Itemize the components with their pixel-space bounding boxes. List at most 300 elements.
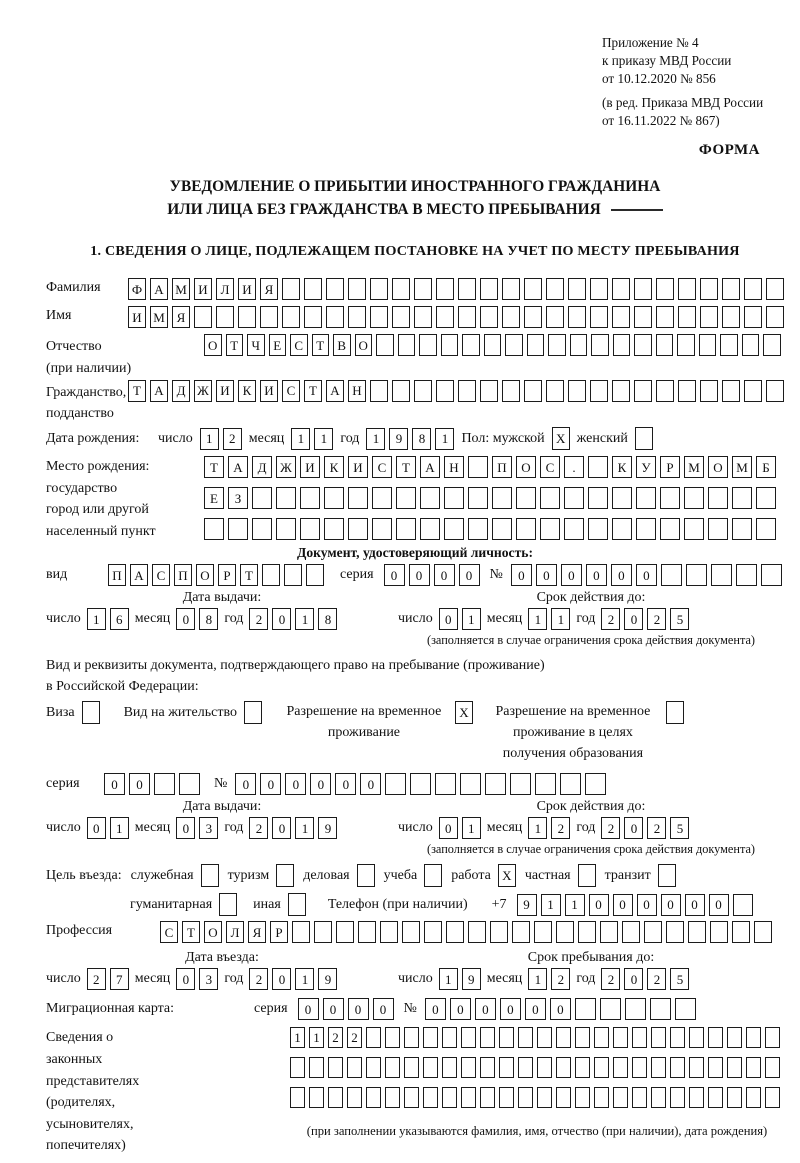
char-box[interactable]: [485, 773, 506, 795]
char-box[interactable]: [666, 921, 684, 943]
char-box[interactable]: [575, 998, 596, 1020]
char-box[interactable]: [746, 1027, 761, 1048]
char-box[interactable]: [727, 1027, 742, 1048]
char-box[interactable]: 8: [412, 428, 431, 450]
char-box[interactable]: П: [174, 564, 192, 586]
visa-checkbox[interactable]: [82, 701, 100, 724]
char-box[interactable]: [442, 1057, 457, 1078]
char-box[interactable]: [588, 487, 608, 509]
char-box[interactable]: [460, 773, 481, 795]
char-box[interactable]: [594, 1027, 609, 1048]
char-box[interactable]: С: [160, 921, 178, 943]
char-box[interactable]: И: [128, 306, 146, 328]
char-box[interactable]: [651, 1057, 666, 1078]
char-box[interactable]: 1: [565, 894, 585, 916]
char-box[interactable]: [677, 334, 695, 356]
char-box[interactable]: 0: [511, 564, 532, 586]
char-box[interactable]: 0: [450, 998, 471, 1020]
char-box[interactable]: [414, 306, 432, 328]
char-box[interactable]: [290, 1087, 305, 1108]
char-box[interactable]: 0: [335, 773, 356, 795]
char-box[interactable]: 9: [389, 428, 408, 450]
char-box[interactable]: [238, 306, 256, 328]
char-box[interactable]: [564, 518, 584, 540]
char-box[interactable]: [444, 487, 464, 509]
char-box[interactable]: [480, 306, 498, 328]
char-box[interactable]: 0: [409, 564, 430, 586]
char-box[interactable]: [326, 278, 344, 300]
char-box[interactable]: [396, 518, 416, 540]
char-box[interactable]: [591, 334, 609, 356]
char-box[interactable]: [556, 921, 574, 943]
residence-permit-checkbox[interactable]: [244, 701, 262, 724]
char-box[interactable]: 0: [586, 564, 607, 586]
char-box[interactable]: [252, 487, 272, 509]
char-box[interactable]: Н: [444, 456, 464, 478]
char-box[interactable]: [720, 334, 738, 356]
char-box[interactable]: [414, 278, 432, 300]
char-box[interactable]: [765, 1057, 780, 1078]
purpose-humanitarian-checkbox[interactable]: [219, 893, 237, 916]
char-box[interactable]: 2: [647, 608, 666, 630]
char-box[interactable]: [458, 306, 476, 328]
char-box[interactable]: 0: [176, 817, 195, 839]
char-box[interactable]: 3: [199, 968, 218, 990]
char-box[interactable]: 2: [223, 428, 242, 450]
char-box[interactable]: А: [150, 380, 168, 402]
char-box[interactable]: [689, 1027, 704, 1048]
char-box[interactable]: [518, 1027, 533, 1048]
char-box[interactable]: 0: [434, 564, 455, 586]
char-box[interactable]: 9: [318, 968, 337, 990]
char-box[interactable]: 1: [528, 817, 547, 839]
char-box[interactable]: [309, 1087, 324, 1108]
char-box[interactable]: [410, 773, 431, 795]
char-box[interactable]: [578, 921, 596, 943]
char-box[interactable]: О: [204, 334, 222, 356]
char-box[interactable]: 2: [87, 968, 106, 990]
char-box[interactable]: [746, 1057, 761, 1078]
char-box[interactable]: [537, 1087, 552, 1108]
char-box[interactable]: 0: [459, 564, 480, 586]
char-box[interactable]: 0: [500, 998, 521, 1020]
char-box[interactable]: 7: [110, 968, 129, 990]
char-box[interactable]: [722, 380, 740, 402]
char-box[interactable]: [527, 334, 545, 356]
char-box[interactable]: 0: [685, 894, 705, 916]
char-box[interactable]: [461, 1027, 476, 1048]
char-box[interactable]: 0: [310, 773, 331, 795]
char-box[interactable]: М: [732, 456, 752, 478]
purpose-official-checkbox[interactable]: [201, 864, 219, 887]
char-box[interactable]: К: [238, 380, 256, 402]
char-box[interactable]: [228, 518, 248, 540]
char-box[interactable]: 0: [104, 773, 125, 795]
char-box[interactable]: 1: [309, 1027, 324, 1048]
char-box[interactable]: 1: [290, 1027, 305, 1048]
char-box[interactable]: [588, 518, 608, 540]
char-box[interactable]: [468, 518, 488, 540]
char-box[interactable]: [446, 921, 464, 943]
char-box[interactable]: [722, 278, 740, 300]
char-box[interactable]: [370, 306, 388, 328]
char-box[interactable]: [262, 564, 280, 586]
char-box[interactable]: Р: [270, 921, 288, 943]
char-box[interactable]: [204, 518, 224, 540]
char-box[interactable]: [670, 1027, 685, 1048]
char-box[interactable]: [732, 921, 750, 943]
char-box[interactable]: 0: [272, 968, 291, 990]
char-box[interactable]: [392, 278, 410, 300]
char-box[interactable]: 1: [435, 428, 454, 450]
char-box[interactable]: [336, 921, 354, 943]
char-box[interactable]: Е: [204, 487, 224, 509]
char-box[interactable]: О: [196, 564, 214, 586]
char-box[interactable]: [590, 306, 608, 328]
char-box[interactable]: 1: [462, 608, 481, 630]
char-box[interactable]: [462, 334, 480, 356]
char-box[interactable]: [651, 1027, 666, 1048]
char-box[interactable]: 9: [462, 968, 481, 990]
char-box[interactable]: 2: [601, 817, 620, 839]
char-box[interactable]: 2: [647, 968, 666, 990]
char-box[interactable]: [675, 998, 696, 1020]
char-box[interactable]: [656, 334, 674, 356]
char-box[interactable]: [636, 487, 656, 509]
char-box[interactable]: [292, 921, 310, 943]
char-box[interactable]: [442, 1087, 457, 1108]
char-box[interactable]: 0: [550, 998, 571, 1020]
char-box[interactable]: О: [516, 456, 536, 478]
char-box[interactable]: [710, 921, 728, 943]
char-box[interactable]: [366, 1057, 381, 1078]
char-box[interactable]: [588, 456, 608, 478]
char-box[interactable]: [678, 278, 696, 300]
char-box[interactable]: [404, 1057, 419, 1078]
char-box[interactable]: [766, 306, 784, 328]
char-box[interactable]: М: [684, 456, 704, 478]
char-box[interactable]: [656, 380, 674, 402]
char-box[interactable]: Я: [260, 278, 278, 300]
char-box[interactable]: [594, 1087, 609, 1108]
char-box[interactable]: [688, 921, 706, 943]
char-box[interactable]: 0: [561, 564, 582, 586]
char-box[interactable]: [458, 278, 476, 300]
char-box[interactable]: [689, 1087, 704, 1108]
char-box[interactable]: 2: [551, 968, 570, 990]
char-box[interactable]: [419, 334, 437, 356]
char-box[interactable]: Т: [182, 921, 200, 943]
char-box[interactable]: [634, 306, 652, 328]
char-box[interactable]: [564, 487, 584, 509]
char-box[interactable]: 2: [249, 817, 268, 839]
char-box[interactable]: [744, 278, 762, 300]
char-box[interactable]: [306, 564, 324, 586]
char-box[interactable]: 0: [624, 608, 643, 630]
char-box[interactable]: 8: [199, 608, 218, 630]
char-box[interactable]: Я: [248, 921, 266, 943]
char-box[interactable]: 2: [601, 608, 620, 630]
char-box[interactable]: [700, 380, 718, 402]
char-box[interactable]: [736, 564, 757, 586]
char-box[interactable]: 2: [647, 817, 666, 839]
char-box[interactable]: [612, 518, 632, 540]
char-box[interactable]: 0: [475, 998, 496, 1020]
char-box[interactable]: 0: [439, 817, 458, 839]
char-box[interactable]: [756, 518, 776, 540]
char-box[interactable]: [660, 518, 680, 540]
char-box[interactable]: [540, 518, 560, 540]
char-box[interactable]: [613, 334, 631, 356]
char-box[interactable]: Б: [756, 456, 776, 478]
char-box[interactable]: [276, 518, 296, 540]
char-box[interactable]: [518, 1057, 533, 1078]
char-box[interactable]: [461, 1057, 476, 1078]
char-box[interactable]: [761, 564, 782, 586]
char-box[interactable]: [385, 1087, 400, 1108]
char-box[interactable]: [524, 380, 542, 402]
char-box[interactable]: 1: [528, 608, 547, 630]
char-box[interactable]: 0: [285, 773, 306, 795]
char-box[interactable]: А: [326, 380, 344, 402]
char-box[interactable]: 1: [439, 968, 458, 990]
char-box[interactable]: [372, 487, 392, 509]
char-box[interactable]: [484, 334, 502, 356]
char-box[interactable]: [689, 1057, 704, 1078]
char-box[interactable]: А: [420, 456, 440, 478]
char-box[interactable]: [347, 1087, 362, 1108]
char-box[interactable]: Ф: [128, 278, 146, 300]
char-box[interactable]: [441, 334, 459, 356]
char-box[interactable]: [763, 334, 781, 356]
char-box[interactable]: Е: [269, 334, 287, 356]
char-box[interactable]: [458, 380, 476, 402]
purpose-study-checkbox[interactable]: [424, 864, 442, 887]
char-box[interactable]: 0: [323, 998, 344, 1020]
char-box[interactable]: [732, 518, 752, 540]
char-box[interactable]: [480, 278, 498, 300]
char-box[interactable]: [380, 921, 398, 943]
char-box[interactable]: [518, 1087, 533, 1108]
char-box[interactable]: Т: [240, 564, 258, 586]
char-box[interactable]: [722, 306, 740, 328]
char-box[interactable]: [600, 998, 621, 1020]
char-box[interactable]: А: [228, 456, 248, 478]
char-box[interactable]: Т: [204, 456, 224, 478]
char-box[interactable]: 0: [709, 894, 729, 916]
char-box[interactable]: [276, 487, 296, 509]
char-box[interactable]: У: [636, 456, 656, 478]
char-box[interactable]: Р: [660, 456, 680, 478]
char-box[interactable]: [746, 1087, 761, 1108]
char-box[interactable]: [370, 278, 388, 300]
char-box[interactable]: [575, 1087, 590, 1108]
char-box[interactable]: 1: [295, 817, 314, 839]
char-box[interactable]: [348, 306, 366, 328]
purpose-private-checkbox[interactable]: [578, 864, 596, 887]
char-box[interactable]: [575, 1027, 590, 1048]
char-box[interactable]: [535, 773, 556, 795]
char-box[interactable]: [708, 487, 728, 509]
char-box[interactable]: [632, 1027, 647, 1048]
char-box[interactable]: 0: [260, 773, 281, 795]
char-box[interactable]: [444, 518, 464, 540]
char-box[interactable]: 0: [373, 998, 394, 1020]
char-box[interactable]: 0: [636, 564, 657, 586]
char-box[interactable]: З: [228, 487, 248, 509]
char-box[interactable]: 5: [670, 817, 689, 839]
char-box[interactable]: 0: [360, 773, 381, 795]
char-box[interactable]: [358, 921, 376, 943]
char-box[interactable]: [700, 306, 718, 328]
char-box[interactable]: 6: [110, 608, 129, 630]
char-box[interactable]: [651, 1087, 666, 1108]
char-box[interactable]: 5: [670, 608, 689, 630]
char-box[interactable]: [744, 306, 762, 328]
char-box[interactable]: [436, 306, 454, 328]
char-box[interactable]: [686, 564, 707, 586]
char-box[interactable]: [252, 518, 272, 540]
char-box[interactable]: В: [333, 334, 351, 356]
char-box[interactable]: 1: [366, 428, 385, 450]
char-box[interactable]: 0: [176, 608, 195, 630]
temp-permit-checkbox[interactable]: X: [455, 701, 473, 724]
char-box[interactable]: 1: [200, 428, 219, 450]
char-box[interactable]: 0: [525, 998, 546, 1020]
char-box[interactable]: [613, 1027, 628, 1048]
char-box[interactable]: [546, 306, 564, 328]
char-box[interactable]: 2: [551, 817, 570, 839]
char-box[interactable]: 0: [87, 817, 106, 839]
char-box[interactable]: К: [324, 456, 344, 478]
char-box[interactable]: [372, 518, 392, 540]
char-box[interactable]: С: [152, 564, 170, 586]
char-box[interactable]: [612, 306, 630, 328]
char-box[interactable]: [678, 380, 696, 402]
char-box[interactable]: О: [204, 921, 222, 943]
char-box[interactable]: [480, 380, 498, 402]
char-box[interactable]: [348, 487, 368, 509]
char-box[interactable]: [282, 306, 300, 328]
char-box[interactable]: [366, 1027, 381, 1048]
char-box[interactable]: [370, 380, 388, 402]
char-box[interactable]: [727, 1087, 742, 1108]
char-box[interactable]: [556, 1057, 571, 1078]
char-box[interactable]: 0: [384, 564, 405, 586]
char-box[interactable]: [402, 921, 420, 943]
char-box[interactable]: [516, 487, 536, 509]
char-box[interactable]: [670, 1057, 685, 1078]
char-box[interactable]: 0: [235, 773, 256, 795]
char-box[interactable]: [499, 1057, 514, 1078]
char-box[interactable]: Т: [396, 456, 416, 478]
char-box[interactable]: К: [612, 456, 632, 478]
char-box[interactable]: [540, 487, 560, 509]
char-box[interactable]: [537, 1057, 552, 1078]
char-box[interactable]: .: [564, 456, 584, 478]
char-box[interactable]: [442, 1027, 457, 1048]
char-box[interactable]: 1: [87, 608, 106, 630]
char-box[interactable]: [524, 278, 542, 300]
char-box[interactable]: С: [290, 334, 308, 356]
char-box[interactable]: И: [300, 456, 320, 478]
char-box[interactable]: 1: [291, 428, 310, 450]
char-box[interactable]: М: [172, 278, 190, 300]
char-box[interactable]: Ж: [194, 380, 212, 402]
char-box[interactable]: [392, 380, 410, 402]
char-box[interactable]: 1: [295, 968, 314, 990]
char-box[interactable]: [766, 380, 784, 402]
char-box[interactable]: Ч: [247, 334, 265, 356]
char-box[interactable]: 0: [613, 894, 633, 916]
char-box[interactable]: [480, 1057, 495, 1078]
char-box[interactable]: [328, 1087, 343, 1108]
char-box[interactable]: [324, 518, 344, 540]
purpose-transit-checkbox[interactable]: [658, 864, 676, 887]
char-box[interactable]: [423, 1057, 438, 1078]
char-box[interactable]: Т: [226, 334, 244, 356]
char-box[interactable]: [708, 1027, 723, 1048]
char-box[interactable]: 1: [541, 894, 561, 916]
char-box[interactable]: [396, 487, 416, 509]
char-box[interactable]: 0: [176, 968, 195, 990]
sex-male-checkbox[interactable]: X: [552, 427, 570, 450]
char-box[interactable]: Н: [348, 380, 366, 402]
char-box[interactable]: 0: [661, 894, 681, 916]
char-box[interactable]: [179, 773, 200, 795]
char-box[interactable]: [708, 518, 728, 540]
char-box[interactable]: [590, 380, 608, 402]
char-box[interactable]: И: [194, 278, 212, 300]
char-box[interactable]: Я: [172, 306, 190, 328]
char-box[interactable]: 2: [249, 968, 268, 990]
char-box[interactable]: [282, 278, 300, 300]
char-box[interactable]: [765, 1087, 780, 1108]
char-box[interactable]: 8: [318, 608, 337, 630]
char-box[interactable]: [534, 921, 552, 943]
char-box[interactable]: С: [282, 380, 300, 402]
char-box[interactable]: 0: [439, 608, 458, 630]
char-box[interactable]: [600, 921, 618, 943]
char-box[interactable]: Р: [218, 564, 236, 586]
char-box[interactable]: [468, 456, 488, 478]
purpose-business-checkbox[interactable]: [357, 864, 375, 887]
char-box[interactable]: [376, 334, 394, 356]
char-box[interactable]: [708, 1057, 723, 1078]
char-box[interactable]: [650, 998, 671, 1020]
char-box[interactable]: [670, 1087, 685, 1108]
char-box[interactable]: И: [216, 380, 234, 402]
char-box[interactable]: [347, 1057, 362, 1078]
char-box[interactable]: [766, 278, 784, 300]
char-box[interactable]: [632, 1087, 647, 1108]
char-box[interactable]: 2: [328, 1027, 343, 1048]
char-box[interactable]: [537, 1027, 552, 1048]
char-box[interactable]: Т: [312, 334, 330, 356]
char-box[interactable]: [414, 380, 432, 402]
char-box[interactable]: 0: [637, 894, 657, 916]
char-box[interactable]: [499, 1027, 514, 1048]
char-box[interactable]: 1: [295, 608, 314, 630]
char-box[interactable]: 0: [589, 894, 609, 916]
char-box[interactable]: О: [708, 456, 728, 478]
char-box[interactable]: [468, 487, 488, 509]
char-box[interactable]: [492, 518, 512, 540]
char-box[interactable]: Д: [252, 456, 272, 478]
char-box[interactable]: П: [108, 564, 126, 586]
char-box[interactable]: [765, 1027, 780, 1048]
char-box[interactable]: [661, 564, 682, 586]
